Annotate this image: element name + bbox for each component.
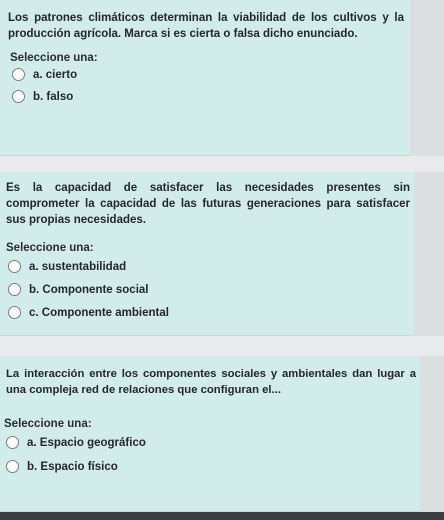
radio-button[interactable] — [8, 283, 21, 296]
question-1-option-a[interactable] — [12, 68, 77, 81]
question-3-text: La interacción entre los componentes sociales y ambientales dan lugar a una compleja red de relaciones que configuran el... — [6, 368, 416, 396]
radio-button[interactable] — [8, 260, 21, 273]
question-3-option-a[interactable] — [6, 436, 146, 449]
option-label: b. Componente social — [29, 283, 149, 296]
question-1-select-label: Seleccione una: — [10, 52, 98, 64]
option-label: a. cierto — [33, 68, 78, 81]
question-1-text: Los patrones climáticos determinan la viabilidad de los cultivos y la producción agrícola. Marca si es cierta o falsa dicho enunciado. — [8, 12, 404, 40]
question-3-select-label: Seleccione una: — [4, 418, 92, 430]
page-bottom-edge — [0, 512, 444, 520]
radio-button[interactable] — [12, 90, 25, 103]
option-label: a. sustentabilidad — [29, 260, 127, 273]
option-label: a. Espacio geográfico — [27, 436, 146, 449]
option-label: b. falso — [33, 90, 74, 103]
radio-button[interactable] — [12, 68, 25, 81]
question-1-option-b[interactable] — [12, 90, 73, 103]
question-2-option-c[interactable] — [8, 306, 169, 319]
question-2-option-a[interactable] — [8, 260, 126, 273]
radio-button[interactable] — [6, 436, 19, 449]
radio-button[interactable] — [6, 460, 19, 473]
question-separator — [0, 336, 444, 356]
option-label: b. Espacio físico — [27, 460, 118, 473]
question-2-option-b[interactable] — [8, 283, 149, 296]
question-2-select-label: Seleccione una: — [6, 242, 94, 254]
question-3-option-b[interactable] — [6, 460, 118, 473]
radio-button[interactable] — [8, 306, 21, 319]
question-2-text: Es la capacidad de satisfacer las necesidades presentes sin comprometer la capacidad de las futuras generaciones para satisfacer sus propias necesidades. — [6, 182, 410, 226]
option-label: c. Componente ambiental — [29, 306, 169, 319]
